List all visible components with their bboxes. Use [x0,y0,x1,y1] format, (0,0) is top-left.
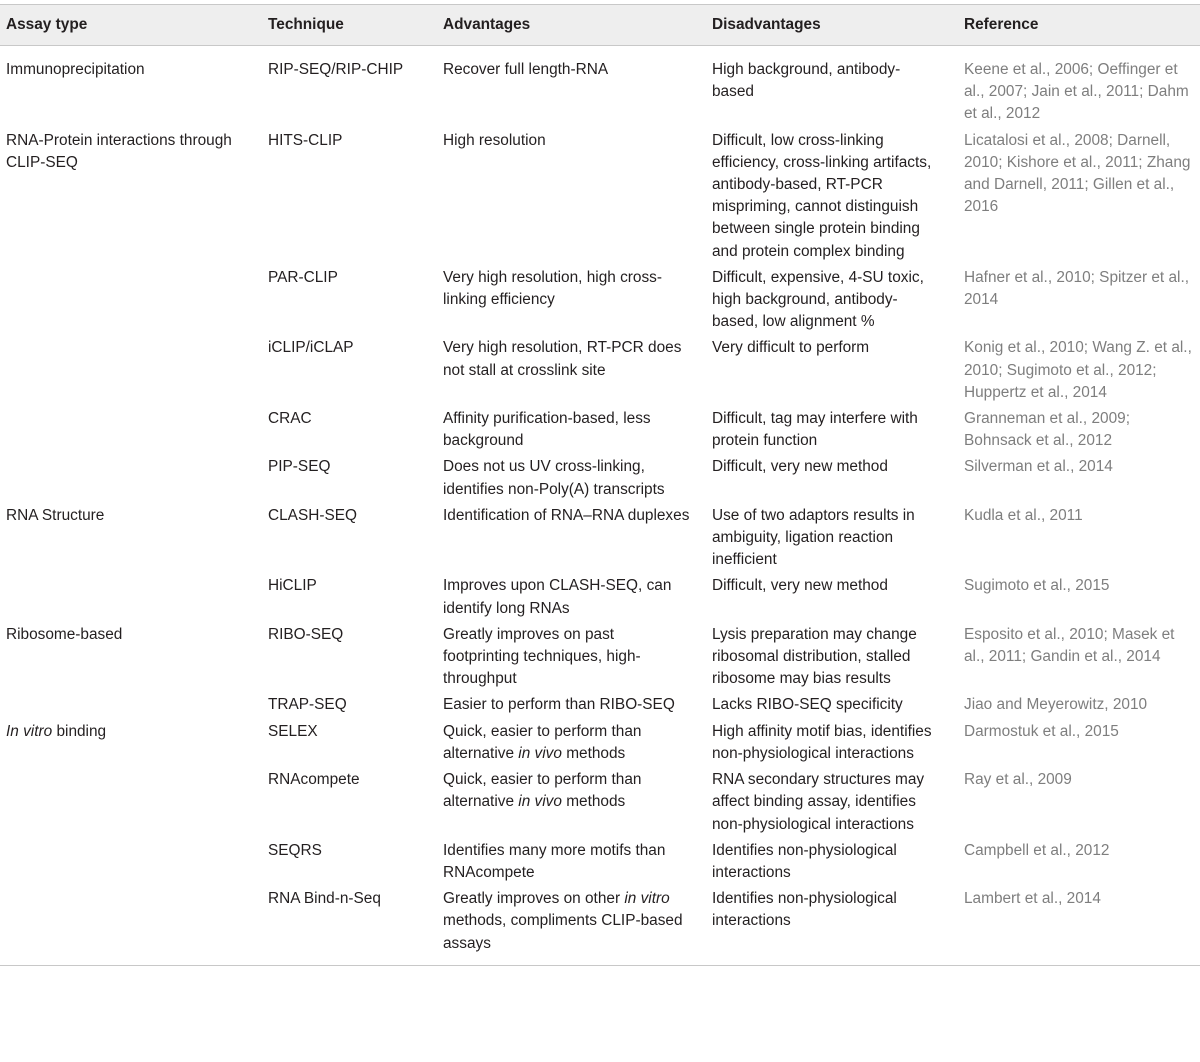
technique-cell: CLASH-SEQ [268,506,357,524]
table-row [0,694,1200,720]
advantages-cell: High resolution [443,131,546,149]
table-row [0,575,1200,623]
table-row [0,456,1200,504]
disadvantages-cell: Identifies non-physiological interactions [698,888,947,965]
technique-cell: SELEX [268,722,318,740]
advantages-cell: Very high resolution, high cross-linking efficiency [443,268,663,309]
advantages-cell: Easier to perform than RIBO-SEQ [443,696,675,714]
reference-cell: Konig et al., 2010; Wang Z. et al., 2010; Sugimoto et al., 2012; Huppertz et al., 2014 [964,339,1192,401]
header-advantages: Advantages [435,5,698,46]
table-row [0,267,1200,338]
advantages-italic: in vivo [518,744,562,762]
disadvantages-cell: Lacks RIBO-SEQ specificity [712,696,903,714]
assay-type-cell [0,408,257,456]
technique-cell: RNA Bind-n-Seq [257,888,435,965]
technique-cell: TRAP-SEQ [268,696,347,714]
technique-cell: iCLIP/iCLAP [268,339,354,357]
table-row [0,888,1200,965]
assay-type-cell: RNA-Protein interactions through CLIP-SEQ [6,131,232,171]
assay-type-text: binding [52,722,107,740]
header-reference: Reference [947,5,1200,46]
header-technique: Technique [257,5,435,46]
disadvantages-cell: High background, antibody-based [712,61,901,101]
advantages-cell [435,888,698,965]
reference-cell: Licatalosi et al., 2008; Darnell, 2010; Kishore et al., 2011; Zhang and Darnell, 2011; Gillen et al., 2016 [964,131,1191,216]
assay-type-cell [0,456,257,504]
advantages-italic: in vivo [518,793,562,811]
advantages-cell [435,721,698,769]
advantages-cell [435,769,698,840]
assay-type-italic: In vitro [6,722,53,740]
technique-cell: RIBO-SEQ [268,625,344,643]
assay-type-cell [0,267,257,338]
disadvantages-cell: Use of two adaptors results in ambiguity, ligation reaction inefficient [712,506,915,569]
reference-cell: Campbell et al., 2012 [964,841,1110,859]
technique-cell: RIP-SEQ/RIP-CHIP [268,61,404,78]
technique-cell: SEQRS [268,841,322,859]
advantages-italic: in vitro [624,890,670,908]
advantages-text: Quick, easier to perform than alternative [443,722,642,762]
table-row [0,46,1200,130]
table-row [0,337,1200,408]
disadvantages-cell: Difficult, very new method [712,577,888,595]
assay-type-cell [0,337,257,408]
reference-cell: Esposito et al., 2010; Masek et al., 2011; Gandin et al., 2014 [964,625,1175,666]
assay-type-cell [0,769,257,840]
reference-cell: Silverman et al., 2014 [964,458,1113,476]
advantages-text: methods [561,744,626,762]
assay-type-cell: Immunoprecipitation [6,61,145,78]
advantages-cell: Affinity purification-based, less background [443,410,651,450]
table-row [0,130,1200,267]
technique-cell: RNAcompete [268,771,360,789]
table-row [0,624,1200,695]
table-row [0,721,1200,769]
technique-cell: HiCLIP [268,577,317,595]
methods-table [0,4,1200,966]
disadvantages-cell: Very difficult to perform [712,339,870,357]
reference-cell: Keene et al., 2006; Oeffinger et al., 2007; Jain et al., 2011; Dahm et al., 2012 [964,61,1189,123]
header-disadvantages: Disadvantages [698,5,947,46]
reference-cell: Jiao and Meyerowitz, 2010 [964,696,1148,714]
advantages-text: Greatly improves on other [443,890,625,908]
technique-cell: PIP-SEQ [268,458,331,476]
assay-type-cell [0,694,257,720]
assay-type-cell [0,721,257,769]
disadvantages-cell: Identifies non-physiological interactions [712,841,897,881]
disadvantages-cell: Difficult, low cross-linking efficiency, cross-linking artifacts, antibody-based, RT-PCR mispriming, cannot distinguish between single protein binding and protein complex binding [712,131,932,260]
assay-type-cell [0,575,257,623]
technique-cell: HITS-CLIP [268,131,343,149]
advantages-text: Quick, easier to perform than alternative [443,771,642,811]
assay-type-cell [0,840,257,888]
disadvantages-cell: RNA secondary structures may affect binding assay, identifies non-physiological interactions [712,771,925,833]
reference-cell: Kudla et al., 2011 [964,506,1083,524]
table-row [0,840,1200,888]
table-row [0,505,1200,576]
advantages-cell: Improves upon CLASH-SEQ, can identify long RNAs [443,577,672,617]
reference-cell: Ray et al., 2009 [964,771,1072,789]
reference-cell: Sugimoto et al., 2015 [964,577,1110,595]
reference-cell: Hafner et al., 2010; Spitzer et al., 2014 [964,268,1189,309]
table-row [0,408,1200,456]
advantages-text: methods [561,793,626,811]
advantages-cell: Does not us UV cross-linking, identifies non-Poly(A) transcripts [443,458,665,498]
advantages-cell: Identifies many more motifs than RNAcompete [443,841,666,881]
advantages-cell: Identification of RNA–RNA duplexes [443,506,690,524]
advantages-cell: Very high resolution, RT-PCR does not stall at crosslink site [443,339,682,379]
header-assay-type: Assay type [0,5,257,46]
technique-cell: PAR-CLIP [268,268,338,286]
assay-type-cell: Ribosome-based [6,625,123,643]
reference-cell: Granneman et al., 2009; Bohnsack et al., 2012 [964,410,1130,450]
table-header-row [0,5,1200,46]
disadvantages-cell: Difficult, expensive, 4-SU toxic, high background, antibody-based, low alignment % [712,268,924,331]
assay-type-cell: RNA Structure [6,506,105,524]
disadvantages-cell: Difficult, very new method [712,458,888,476]
table-row [0,769,1200,840]
disadvantages-cell: High affinity motif bias, identifies non-physiological interactions [712,722,932,762]
reference-cell: Lambert et al., 2014 [947,888,1200,965]
disadvantages-cell: Difficult, tag may interfere with protein function [712,410,918,450]
disadvantages-cell: Lysis preparation may change ribosomal distribution, stalled ribosome may bias results [712,625,917,688]
advantages-text: methods, compliments CLIP-based assays [443,912,683,952]
assay-type-cell [0,888,257,965]
technique-cell: CRAC [268,410,312,428]
advantages-cell: Greatly improves on past footprinting techniques, high-throughput [443,625,641,688]
reference-cell: Darmostuk et al., 2015 [964,722,1119,740]
advantages-cell: Recover full length-RNA [443,61,609,78]
